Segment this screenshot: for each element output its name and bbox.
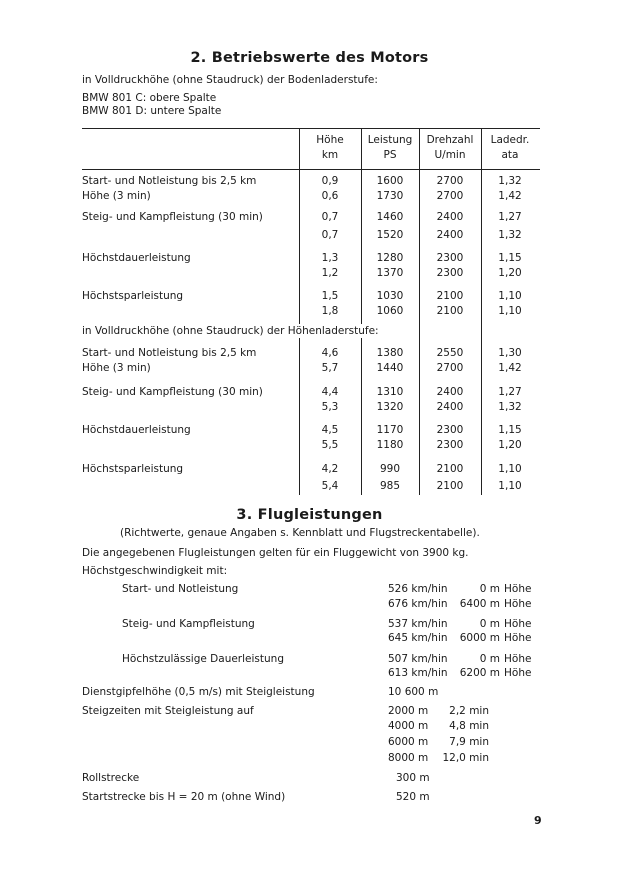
row-label: Höchstsparleistung <box>82 463 184 475</box>
table-cell: 2100 <box>436 290 464 302</box>
section3-subtitle: (Richtwerte, genaue Angaben s. Kennblatt und Flugstreckentabelle). <box>120 527 480 539</box>
table-cell: 1030 <box>376 290 404 302</box>
table-cell: 2100 <box>436 463 464 475</box>
intro-line-2: BMW 801 C: obere Spalte <box>82 92 217 104</box>
table-cell: 1,8 <box>321 305 339 317</box>
table-cell: 985 <box>379 480 401 492</box>
speed-alt: 6200 m <box>459 667 500 679</box>
startstrecke-value: 520 m <box>396 791 430 803</box>
table-cell: 1440 <box>376 362 404 374</box>
speed-unit: Höhe <box>504 632 532 644</box>
speed-row <box>388 652 552 666</box>
table-cell: 4,4 <box>321 386 339 398</box>
steigzeit-row <box>388 735 489 749</box>
table-cell: 1,20 <box>498 267 522 279</box>
row-label: Steig- und Kampfleistung (30 min) <box>82 386 263 398</box>
speed-in: in <box>438 667 448 679</box>
table-cell: 2300 <box>436 267 464 279</box>
table-cell: 4,2 <box>321 463 339 475</box>
table-cell: 1280 <box>376 252 404 264</box>
rollstrecke-label: Rollstrecke <box>82 772 140 784</box>
table-cell: 1,27 <box>498 211 522 223</box>
row-label: Steig- und Kampfleistung (30 min) <box>82 211 263 223</box>
table-cell: 1,20 <box>498 439 522 451</box>
table-cell: 2100 <box>436 305 464 317</box>
speed-value: 526 km/h <box>388 583 438 595</box>
table-cell: 2550 <box>436 347 464 359</box>
table-cell: 5,7 <box>321 362 339 374</box>
table-cell: 1,5 <box>321 290 339 302</box>
row-label-2: Höhe (3 min) <box>82 190 151 202</box>
table-cell: 1,32 <box>498 175 522 187</box>
speed-alt: 0 m <box>479 583 500 595</box>
table-cell: 1,15 <box>498 252 522 264</box>
header-hoehe: Höhe <box>316 134 344 146</box>
table-cell: 2400 <box>436 401 464 413</box>
table-cell: 1,3 <box>321 252 339 264</box>
table-cell: 2700 <box>436 175 464 187</box>
table-cell: 0,7 <box>321 229 339 241</box>
table-cell: 1,42 <box>498 362 522 374</box>
table-cell: 4,6 <box>321 347 339 359</box>
table-header-rule <box>82 169 540 170</box>
table-cell: 1,10 <box>498 305 522 317</box>
speed-in: in <box>438 583 448 595</box>
steigzeit-alt: 4000 m <box>388 720 429 732</box>
section3-line2: Höchstgeschwindigkeit mit: <box>82 565 228 577</box>
intro-line-1: in Volldruckhöhe (ohne Staudruck) der Bodenladerstufe: <box>82 74 378 86</box>
table-cell: 1600 <box>376 175 404 187</box>
dienstgipfel-value: 10 600 m <box>388 686 439 698</box>
speed-label: Steig- und Kampfleistung <box>122 618 255 630</box>
table-cell: 2700 <box>436 362 464 374</box>
table-cell: 1,27 <box>498 386 522 398</box>
row-label: Höchstsparleistung <box>82 290 184 302</box>
speed-in: in <box>438 598 448 610</box>
speed-value: 613 km/h <box>388 667 438 679</box>
table-cell: 1,15 <box>498 424 522 436</box>
table-cell: 1320 <box>376 401 404 413</box>
row-label: Start- und Notleistung bis 2,5 km <box>82 347 257 359</box>
steigzeit-row <box>388 751 489 765</box>
speed-unit: Höhe <box>504 583 532 595</box>
row-label: Start- und Notleistung bis 2,5 km <box>82 175 257 187</box>
speed-label: Start- und Notleistung <box>122 583 239 595</box>
header-leistung: Leistung <box>367 134 413 146</box>
row-label: Höchstdauerleistung <box>82 424 191 436</box>
speed-unit: Höhe <box>504 653 532 665</box>
page-number: 9 <box>534 814 542 827</box>
table-cell: 0,9 <box>321 175 339 187</box>
table-cell: 1380 <box>376 347 404 359</box>
table-cell: 2400 <box>436 211 464 223</box>
table-cell: 1730 <box>376 190 404 202</box>
steigzeit-time: 2,2 min <box>449 705 489 717</box>
speed-alt: 0 m <box>479 618 500 630</box>
speed-alt: 0 m <box>479 653 500 665</box>
table-cell: 5,3 <box>321 401 339 413</box>
table-cell: 4,5 <box>321 424 339 436</box>
steigzeit-time: 12,0 min <box>442 752 489 764</box>
row-label: Höchstdauerleistung <box>82 252 191 264</box>
steigzeit-alt: 2000 m <box>388 705 429 717</box>
header-drehzahl-unit: U/min <box>434 149 466 161</box>
table-cell: 2400 <box>436 229 464 241</box>
header-hoehe-unit: km <box>321 149 339 161</box>
table-cell: 1,10 <box>498 480 522 492</box>
dienstgipfel-label: Dienstgipfelhöhe (0,5 m/s) mit Steigleistung <box>82 686 315 698</box>
table-cell: 1180 <box>376 439 404 451</box>
speed-value: 537 km/h <box>388 618 438 630</box>
header-leistung-unit: PS <box>383 149 397 161</box>
table-cell: 1,42 <box>498 190 522 202</box>
steigzeit-time: 7,9 min <box>449 736 489 748</box>
table-cell: 1,32 <box>498 229 522 241</box>
speed-label: Höchstzulässige Dauerleistung <box>122 653 284 665</box>
header-ladedruck-unit: ata <box>501 149 519 161</box>
rollstrecke-value: 300 m <box>396 772 430 784</box>
table-cell: 2100 <box>436 480 464 492</box>
table-cell: 1310 <box>376 386 404 398</box>
table-cell: 2700 <box>436 190 464 202</box>
section3-line1: Die angegebenen Flugleistungen gelten für ein Fluggewicht von 3900 kg. <box>82 547 469 559</box>
steigzeit-row <box>388 704 489 718</box>
subheading-hoehenladerstufe: in Volldruckhöhe (ohne Staudruck) der Höhenladerstufe: <box>82 324 382 338</box>
row-label-2: Höhe (3 min) <box>82 362 151 374</box>
table-cell: 0,7 <box>321 211 339 223</box>
speed-in: in <box>438 653 448 665</box>
table-cell: 5,4 <box>321 480 339 492</box>
table-cell: 0,6 <box>321 190 339 202</box>
speed-value: 676 km/h <box>388 598 438 610</box>
table-cell: 1060 <box>376 305 404 317</box>
speed-row <box>388 597 552 611</box>
speed-alt: 6400 m <box>459 598 500 610</box>
steigzeit-alt: 6000 m <box>388 736 429 748</box>
steigzeit-alt: 8000 m <box>388 752 429 764</box>
section3-title: 3. Flugleistungen <box>236 507 383 523</box>
table-cell: 1460 <box>376 211 404 223</box>
table-cell: 1,30 <box>498 347 522 359</box>
table-cell: 1370 <box>376 267 404 279</box>
table-cell: 1,2 <box>321 267 339 279</box>
table-cell: 990 <box>379 463 401 475</box>
speed-unit: Höhe <box>504 667 532 679</box>
table-cell: 1170 <box>376 424 404 436</box>
table-cell: 1520 <box>376 229 404 241</box>
table-cell: 2400 <box>436 386 464 398</box>
speed-row <box>388 666 552 680</box>
steigzeit-row <box>388 719 489 733</box>
speed-row <box>388 631 552 645</box>
speed-alt: 6000 m <box>459 632 500 644</box>
table-cell: 2300 <box>436 252 464 264</box>
table-cell: 2300 <box>436 424 464 436</box>
header-drehzahl: Drehzahl <box>426 134 474 146</box>
speed-row <box>388 582 552 596</box>
speed-unit: Höhe <box>504 618 532 630</box>
header-ladedruck: Ladedr. <box>490 134 530 146</box>
table-cell: 1,32 <box>498 401 522 413</box>
steigzeit-time: 4,8 min <box>449 720 489 732</box>
steigzeiten-label: Steigzeiten mit Steigleistung auf <box>82 705 254 717</box>
speed-unit: Höhe <box>504 598 532 610</box>
intro-line-3: BMW 801 D: untere Spalte <box>82 105 222 117</box>
table-cell: 1,10 <box>498 463 522 475</box>
table-cell: 1,10 <box>498 290 522 302</box>
speed-in: in <box>438 632 448 644</box>
table-cell: 5,5 <box>321 439 339 451</box>
table-cell: 2300 <box>436 439 464 451</box>
startstrecke-label: Startstrecke bis H = 20 m (ohne Wind) <box>82 791 286 803</box>
speed-row <box>388 617 552 631</box>
table-top-rule <box>82 128 540 129</box>
speed-value: 507 km/h <box>388 653 438 665</box>
speed-in: in <box>438 618 448 630</box>
section2-title: 2. Betriebswerte des Motors <box>190 50 429 66</box>
speed-value: 645 km/h <box>388 632 438 644</box>
